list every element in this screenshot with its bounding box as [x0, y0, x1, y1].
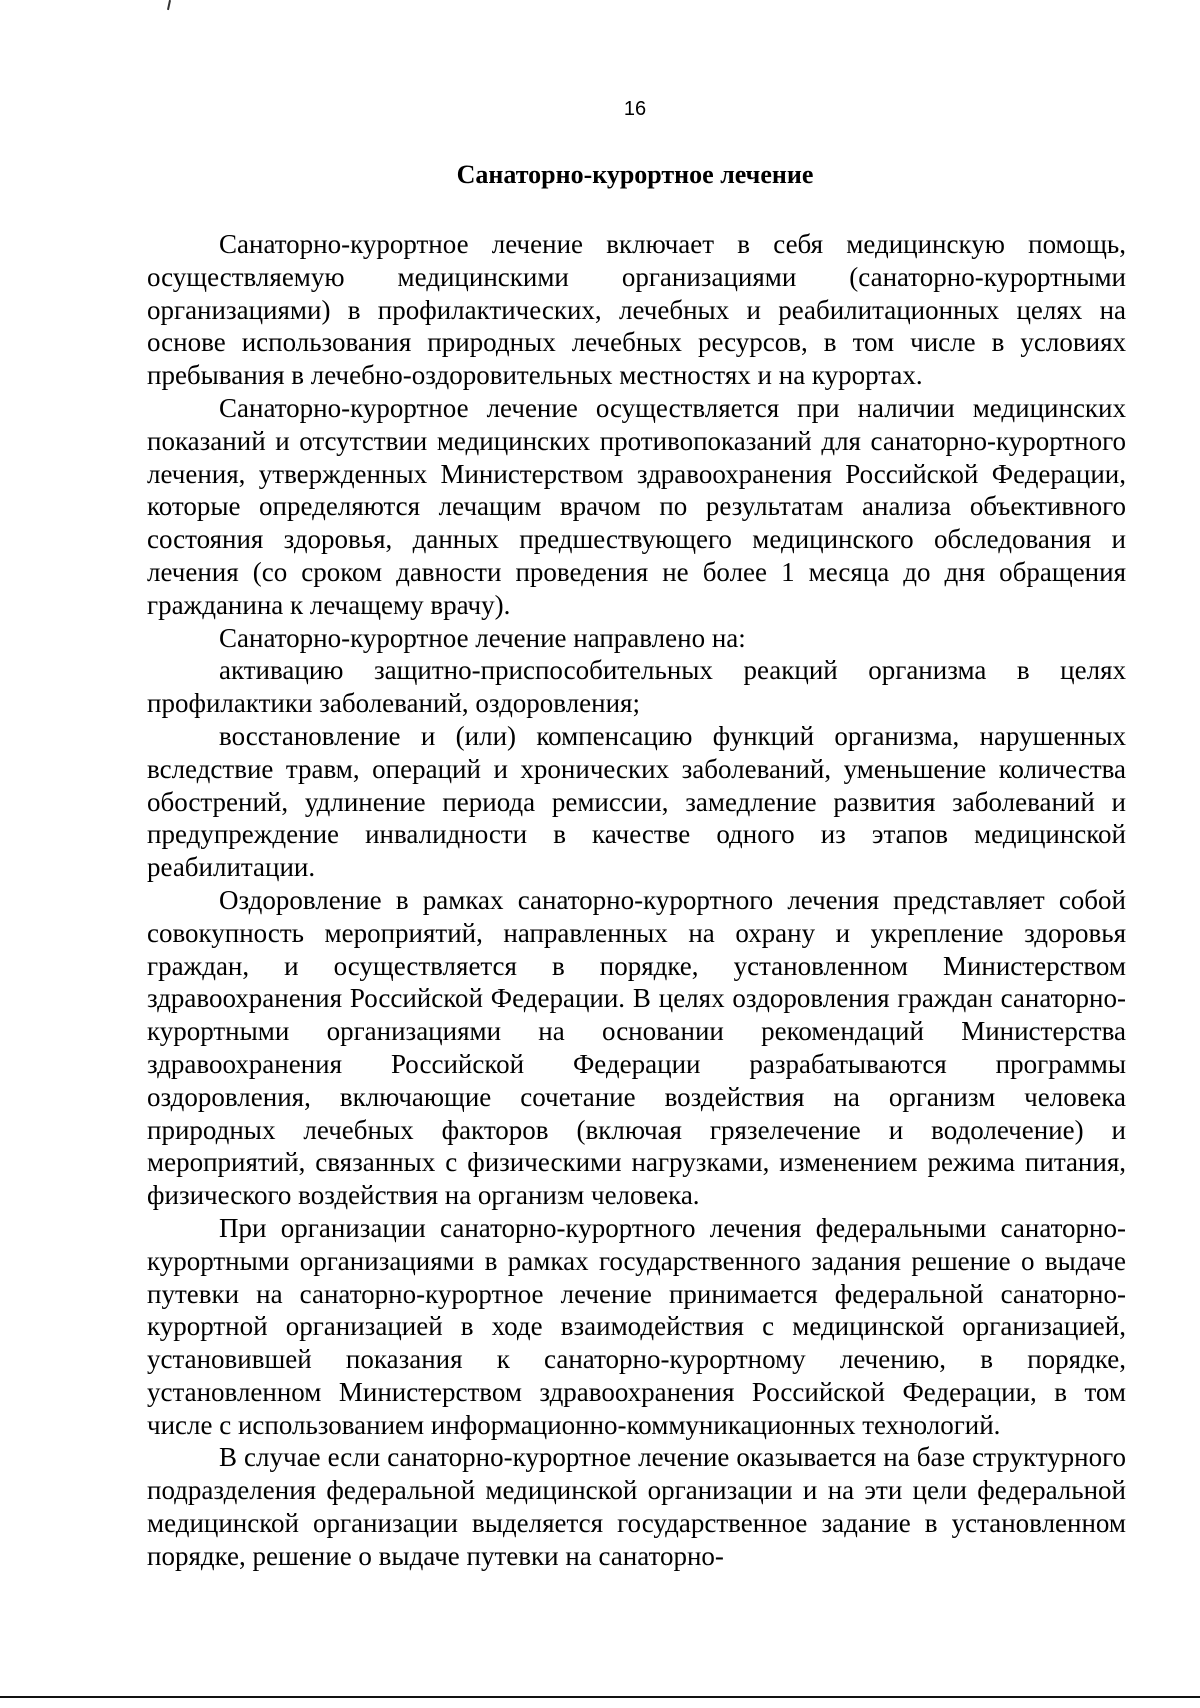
document-body	[147, 228, 1126, 1573]
paragraph: Санаторно-курортное лечение осуществляется при наличии медицинских показаний и отсутствии медицинских противопоказаний для санаторно-курортного лечения, утвержденных Министерством здравоохранения Российской Федерации, которые определяются лечащим врачом по результатам анализа объективного состояния здоровья, данных предшествующего медицинского обследования и лечения (со сроком давности проведения не более 1 месяца до дня обращения гражданина к лечащему врачу).	[147, 392, 1126, 620]
paragraph: В случае если санаторно-курортное лечение оказывается на базе структурного подразделения федеральной медицинской организации и на эти цели федеральной медицинской организации выделяется государственное задание в установленном порядке, решение о выдаче путевки на санаторно-	[147, 1442, 1126, 1571]
paragraph: Санаторно-курортное лечение включает в себя медицинскую помощь, осуществляемую медицинскими организациями (санаторно-курортными организациями) в профилактических, лечебных и реабилитационных целях на основе использования природных лечебных ресурсов, в том числе в условиях пребывания в лечебно-оздоровительных местностях и на курортах.	[147, 229, 1126, 391]
scan-artifact	[167, 0, 171, 10]
scan-bottom-edge	[0, 1696, 1200, 1698]
page-number: 16	[623, 98, 647, 120]
list-paragraph: активацию защитно-приспособительных реакций организма в целях профилактики заболеваний, оздоровления;	[147, 655, 1126, 719]
paragraph: При организации санаторно-курортного лечения федеральными санаторно-курортными организациями в рамках государственного задания решение о выдаче путевки на санаторно-курортное лечение принимается федеральной санаторно-курортной организацией в ходе взаимодействия с медицинской организацией, установившей показания к санаторно-курортному лечению, в порядке, установленном Министерством здравоохранения Российской Федерации, в том числе с использованием информационно-коммуникационных технологий.	[147, 1212, 1126, 1440]
section-title: Санаторно-курортное лечение	[456, 160, 814, 189]
paragraph: Санаторно-курортное лечение направлено на:	[219, 622, 746, 653]
paragraph: Оздоровление в рамках санаторно-курортного лечения представляет собой совокупность мероприятий, направленных на охрану и укрепление здоровья граждан, и осуществляется в порядке, установленном Министерством здравоохранения Российской Федерации. В целях оздоровления граждан санаторно-курортными организациями на основании рекомендаций Министерства здравоохранения Российской Федерации разрабатываются программы оздоровления, включающие сочетание воздействия на организм человека природных лечебных факторов (включая грязелечение и водолечение) и мероприятий, связанных с физическими нагрузками, изменением режима питания, физического воздействия на организм человека.	[147, 884, 1126, 1211]
list-paragraph: восстановление и (или) компенсацию функций организма, нарушенных вследствие травм, операций и хронических заболеваний, уменьшение количества обострений, удлинение периода ремиссии, замедление развития заболеваний и предупреждение инвалидности в качестве одного из этапов медицинской реабилитации.	[147, 720, 1126, 883]
